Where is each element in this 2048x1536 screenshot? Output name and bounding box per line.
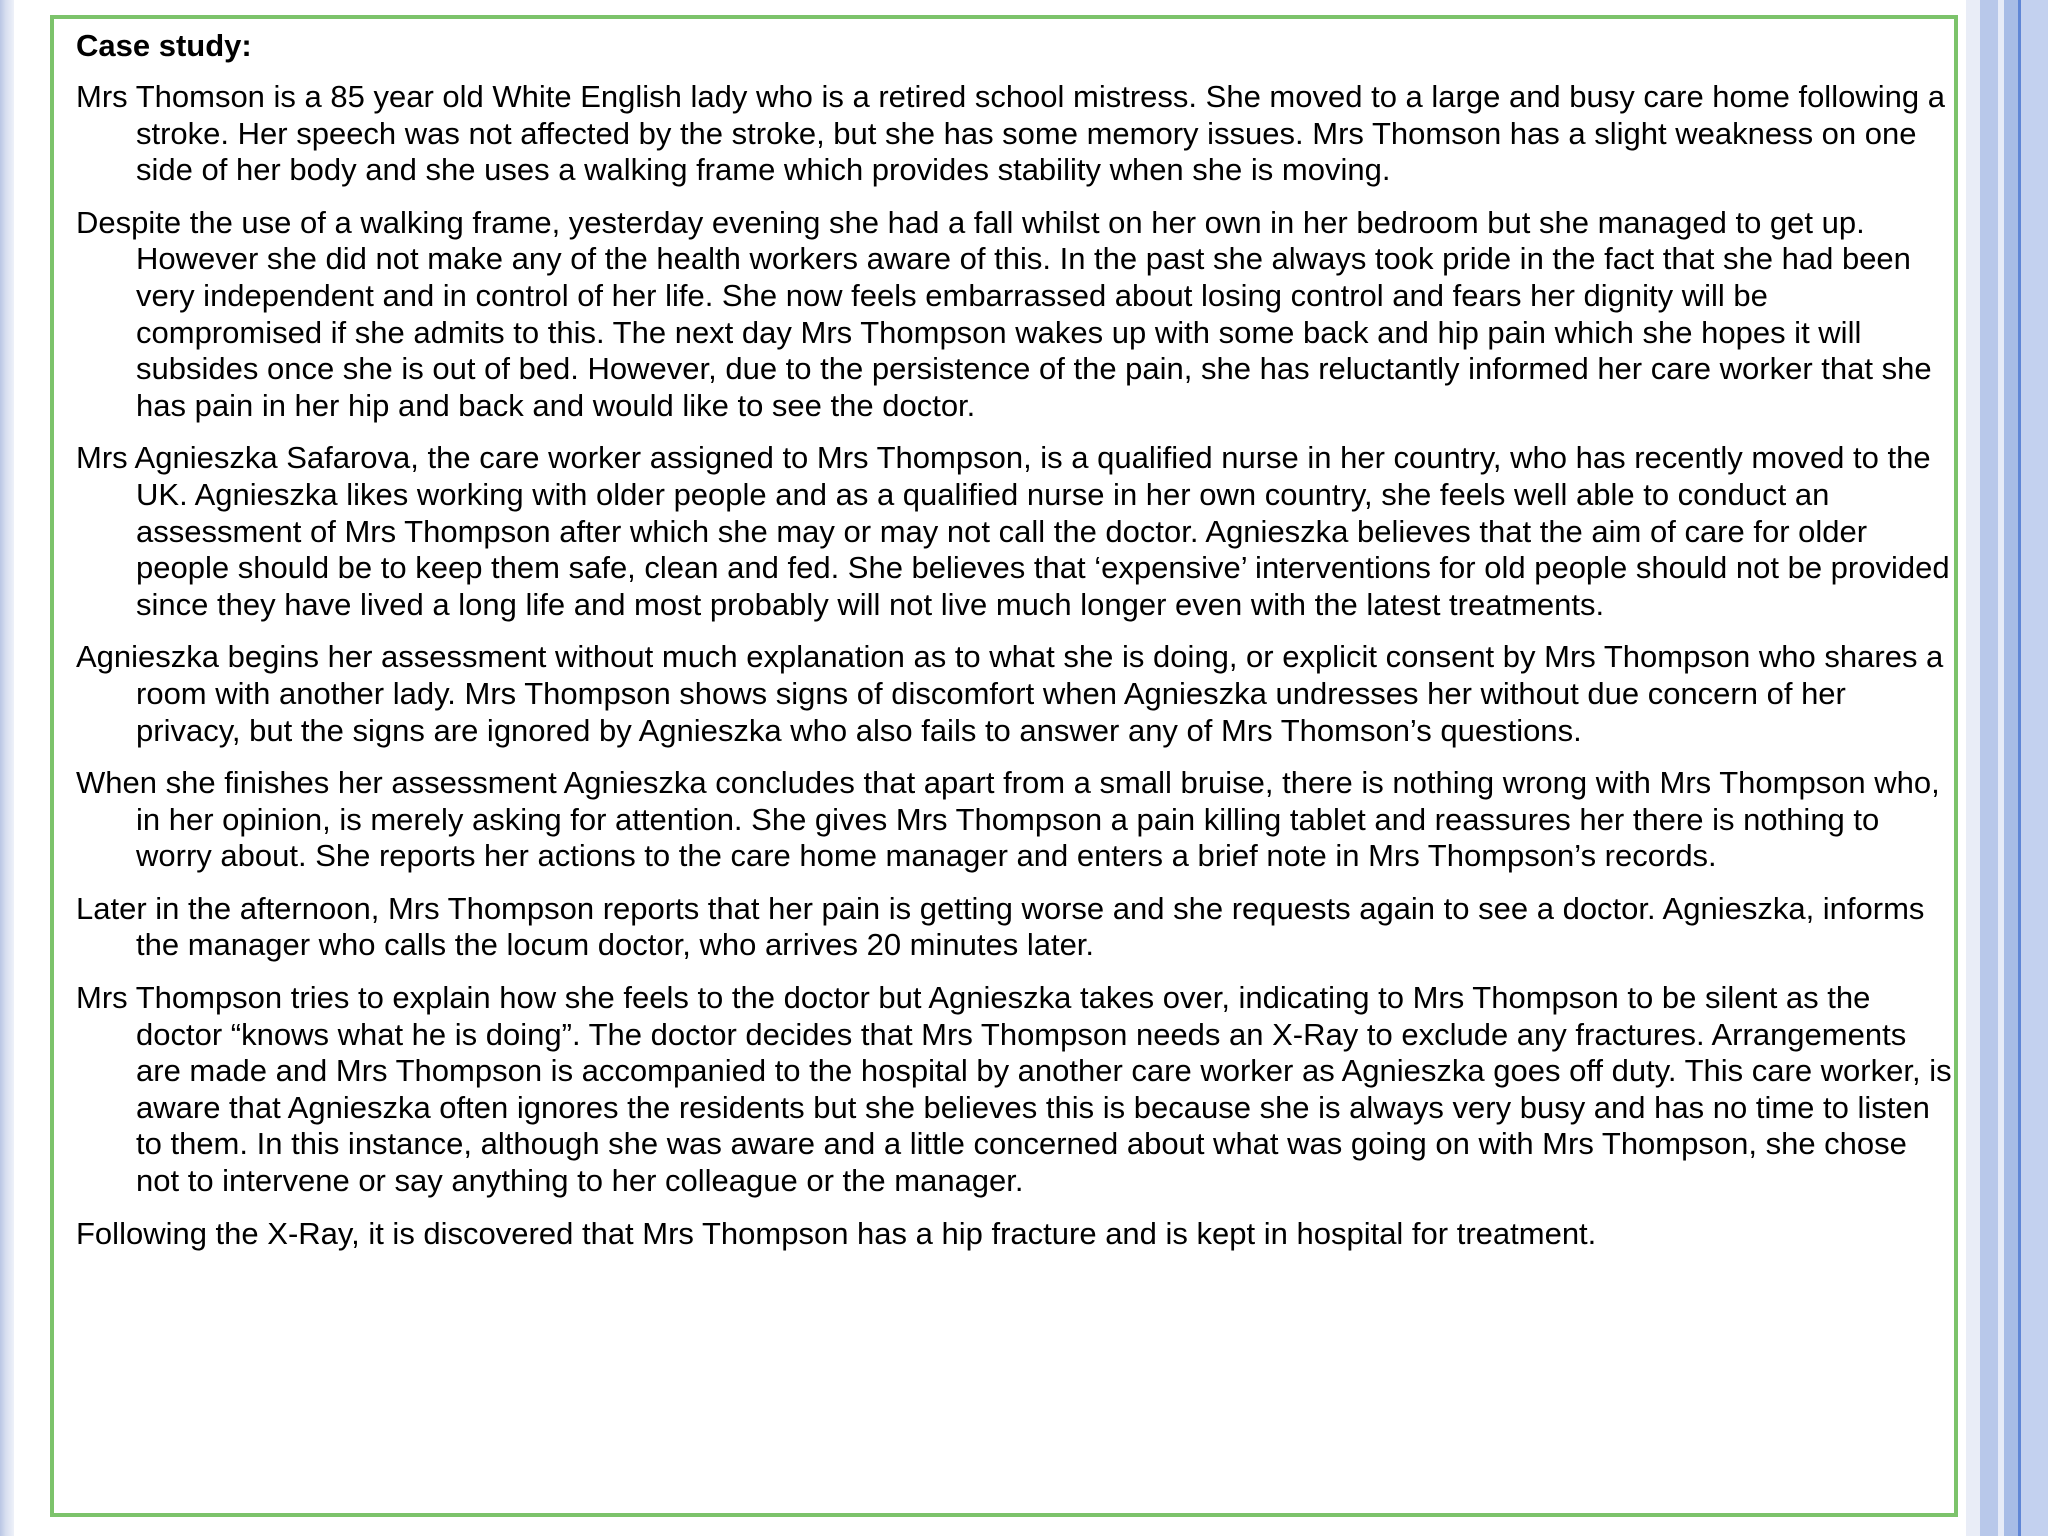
paragraph-3: Mrs Agnieszka Safarova, the care worker assigned to Mrs Thompson, is a qualified nurse in her country, who has recently moved to the UK. Agnieszka likes working with older people and as a qualified nurse in her own country, she feels well able to conduct an assessment of Mrs Thompson after which she may or may not call the doctor. Agnieszka believes that the aim of care for older people should be to keep them safe, clean and fed. She believes that ‘expensive’ interventions for old people should not be provided since they have lived a long life and most probably will not live much longer even with the latest treatments. xyxy=(76,440,1950,622)
paragraph-1: Mrs Thomson is a 85 year old White English lady who is a retired school mistress. She moved to a large and busy care home following a stroke. Her speech was not affected by the stroke, but she has some memory issues. Mrs Thomson has a slight weakness on one side of her body and she uses a walking frame which provides stability when she is moving. xyxy=(76,79,1945,188)
paragraph-5: When she finishes her assessment Agnieszka concludes that apart from a small bruise, there is nothing wrong with Mrs Thompson who, in her opinion, is merely asking for attention. She gives Mrs Thompson a pain killing tablet and reassures her there is nothing to worry about. She reports her actions to the care home manager and enters a brief note in Mrs Thompson’s records. xyxy=(76,765,1940,874)
paragraph-7: Mrs Thompson tries to explain how she feels to the doctor but Agnieszka takes over, indicating to Mrs Thompson to be silent as the doctor “knows what he is doing”. The doctor decides that Mrs Thompson needs an X-Ray to exclude any fractures. Arrangements are made and Mrs Thompson is accompanied to the hospital by another care worker as Agnieszka goes off duty. This care worker, is aware that Agnieszka often ignores the residents but she believes this is because she is always very busy and has no time to listen to them. In this instance, although she was aware and a little concerned about what was going on with Mrs Thompson, she chose not to intervene or say anything to her colleague or the manager. xyxy=(76,980,1952,1199)
right-decorative-stripes xyxy=(1966,0,2048,1536)
case-study-text xyxy=(76,79,1956,1268)
stripe xyxy=(2021,0,2048,1536)
left-decorative-edge xyxy=(0,0,14,1536)
case-study-box xyxy=(50,15,1958,1517)
case-study-heading: Case study: xyxy=(76,28,252,63)
paragraph-2: Despite the use of a walking frame, yesterday evening she had a fall whilst on her own in her bedroom but she managed to get up. However she did not make any of the health workers aware of this. In the past she always took pride in the fact that she had been very independent and in control of her life. She now feels embarrassed about losing control and fears her dignity will be compromised if she admits to this. The next day Mrs Thompson wakes up with some back and hip pain which she hopes it will subsides once she is out of bed. However, due to the persistence of the pain, she has reluctantly informed her care worker that she has pain in her hip and back and would like to see the doctor. xyxy=(76,204,1932,423)
paragraph-8: Following the X-Ray, it is discovered that Mrs Thompson has a hip fracture and is kept in hospital for treatment. xyxy=(76,1215,1597,1251)
stripe xyxy=(1980,0,1998,1536)
stripe xyxy=(1966,0,1980,1536)
paragraph-6: Later in the afternoon, Mrs Thompson reports that her pain is getting worse and she requests again to see a doctor. Agnieszka, informs the manager who calls the locum doctor, who arrives 20 minutes later. xyxy=(76,890,1925,963)
paragraph-4: Agnieszka begins her assessment without much explanation as to what she is doing, or explicit consent by Mrs Thompson who shares a room with another lady. Mrs Thompson shows signs of discomfort when Agnieszka undresses her without due concern of her privacy, but the signs are ignored by Agnieszka who also fails to answer any of Mrs Thomson’s questions. xyxy=(76,639,1944,748)
stripe xyxy=(2004,0,2018,1536)
